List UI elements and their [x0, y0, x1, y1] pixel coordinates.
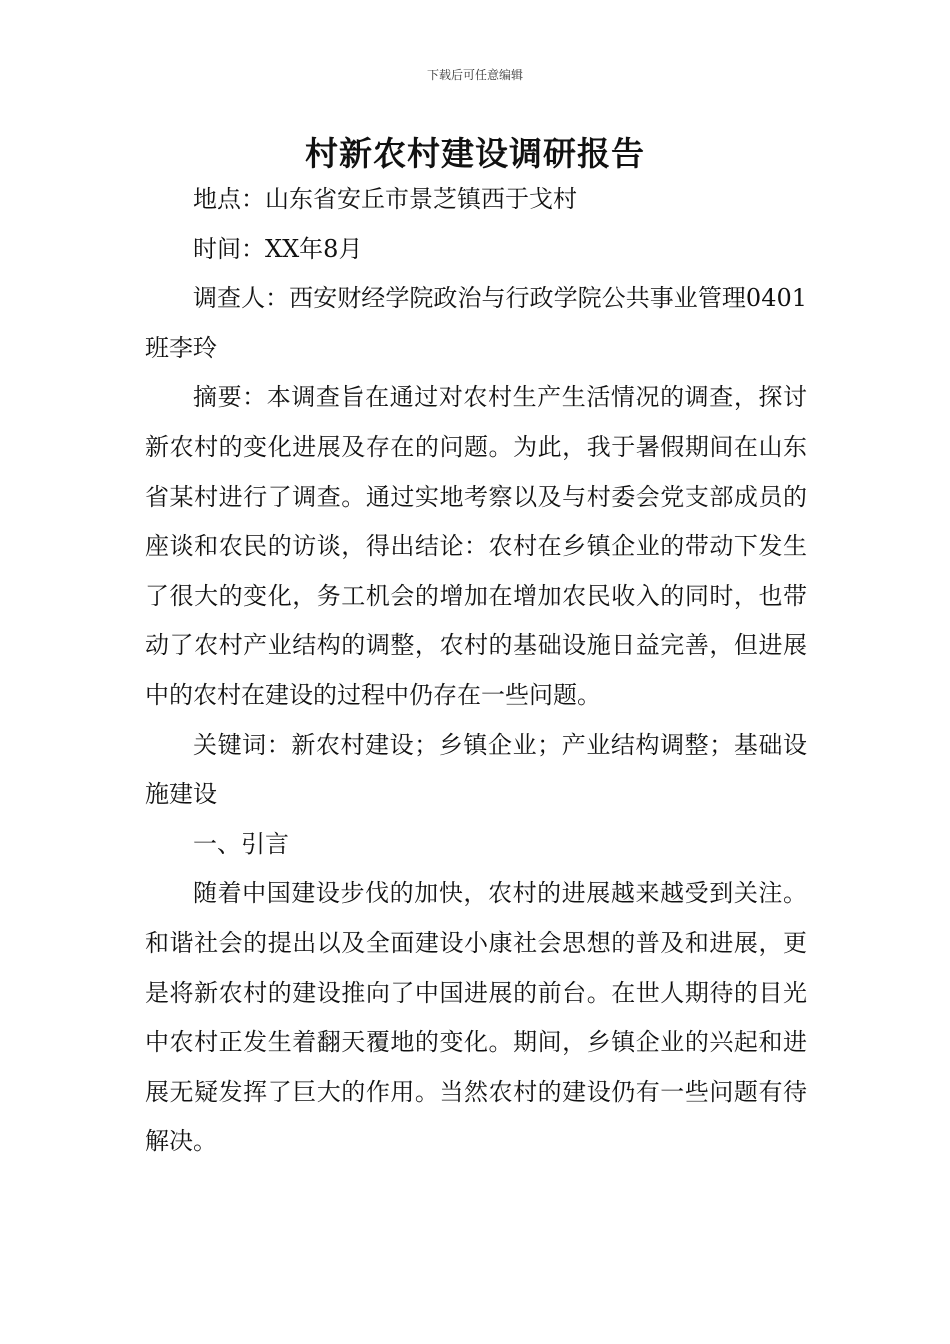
time-paragraph: 时间：XX年8月	[193, 234, 363, 263]
document-title: 村新农村建设调研报告	[305, 134, 645, 173]
location-paragraph: 地点：山东省安丘市景芝镇西于戈村	[193, 185, 577, 213]
introduction-paragraph: 随着中国建设步伐的加快，农村的进展越来越受到关注。和谐社会的提出以及全面建设小康社会思想的普及和进展，更是将新农村的建设推向了中国进展的前台。在世人期待的目光中农村正发生着翻天覆地的变化。期间，乡镇企业的兴起和进展无疑发挥了巨大的作用。当然农村的建设仍有一些问题有待解决。	[145, 879, 807, 1156]
abstract-paragraph: 摘要：本调查旨在通过对农村生产生活情况的调查，探讨新农村的变化进展及存在的问题。为此，我于暑假期间在山东省某村进行了调查。通过实地考察以及与村委会党支部成员的座谈和农民的访谈，得出结论：农村在乡镇企业的带动下发生了很大的变化，务工机会的增加在增加农民收入的同时，也带动了农村产业结构的调整，农村的基础设施日益完善，但进展中的农村在建设的过程中仍存在一些问题。	[145, 383, 807, 709]
header-note: 下载后可任意编辑	[426, 68, 523, 82]
keywords-paragraph: 关键词：新农村建设；乡镇企业；产业结构调整；基础设施建设	[145, 730, 807, 809]
document-body	[145, 175, 807, 1167]
investigator-paragraph: 调查人：西安财经学院政治与行政学院公共事业管理0401班李玲	[145, 284, 807, 362]
section-heading: 一、引言	[193, 829, 289, 858]
